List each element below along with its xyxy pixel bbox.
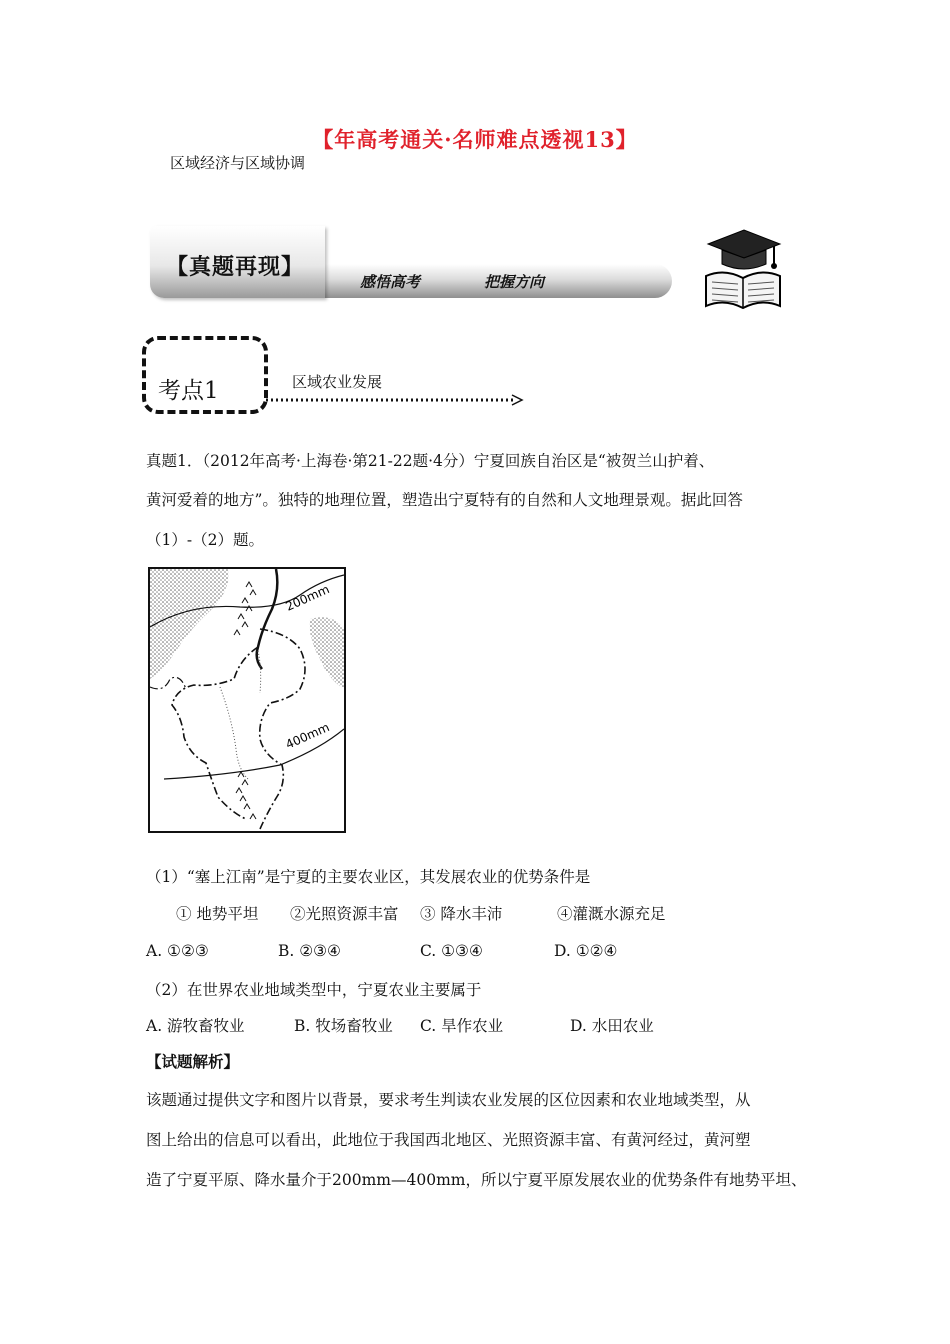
page-subtitle: 区域经济与区域协调: [170, 154, 306, 172]
question-intro-line3: （1）-（2）题。: [146, 531, 264, 549]
analysis-line3: 造了宁夏平原、降水量介于200mm—400mm，所以宁夏平原发展农业的优势条件有地势平坦、: [146, 1171, 807, 1189]
desert-area: [150, 569, 229, 679]
q1-item-4: ④灌溉水源充足: [557, 905, 666, 923]
banner-sub-right: 把握方向: [484, 273, 545, 291]
q2-option-a: A. 游牧畜牧业: [146, 1017, 245, 1035]
ningxia-map: [148, 567, 346, 833]
banner-tab-label: 【真题再现】: [166, 255, 305, 280]
province-boundary: [172, 629, 305, 829]
q2-option-d: D. 水田农业: [570, 1017, 654, 1035]
section-topic: 区域农业发展: [292, 373, 383, 391]
q2-option-c: C. 旱作农业: [420, 1017, 504, 1035]
question-intro-line1: 真题1．（2012年高考·上海卷·第21-22题·4分）宁夏回族自治区是“被贺兰山护着、: [146, 452, 715, 470]
graduation-cap-book-icon: [700, 224, 786, 314]
q1-option-b: B. ②③④: [278, 942, 341, 960]
dotted-arrow: [266, 393, 528, 407]
q1-item-2: ②光照资源丰富: [290, 905, 399, 923]
mountain-symbols: [234, 582, 256, 819]
desert-area: [310, 617, 344, 689]
analysis-line2: 图上给出的信息可以看出，此地位于我国西北地区、光照资源丰富、有黄河经过，黄河塑: [146, 1131, 751, 1149]
section-label: 考点1: [158, 378, 219, 404]
analysis-heading: 【试题解析】: [146, 1052, 240, 1071]
q1-option-c: C. ①③④: [420, 942, 483, 960]
analysis-line1: 该题通过提供文字和图片以背景，要求考生判读农业发展的区位因素和农业地域类型，从: [146, 1091, 751, 1109]
q1-option-a: A. ①②③: [146, 942, 209, 960]
q1-option-d: D. ①②④: [554, 942, 618, 960]
question-intro-line2: 黄河爱着的地方”。独特的地理位置，塑造出宁夏特有的自然和人文地理景观。据此回答: [146, 491, 743, 509]
isohyet-200-label: 200mm: [283, 582, 332, 614]
isohyet-400-label: 400mm: [283, 720, 332, 752]
q2-stem: （2）在世界农业地域类型中，宁夏农业主要属于: [146, 981, 482, 999]
q1-stem: （1）“塞上江南”是宁夏的主要农业区，其发展农业的优势条件是: [146, 868, 591, 886]
banner-sub-left: 感悟高考: [360, 273, 421, 291]
page-title: 【年高考通关·名师难点透视13】: [312, 127, 638, 152]
q2-option-b: B. 牧场畜牧业: [294, 1017, 393, 1035]
yellow-river: [257, 569, 278, 669]
q1-item-1: ① 地势平坦: [176, 905, 259, 923]
q1-item-3: ③ 降水丰沛: [420, 905, 503, 923]
